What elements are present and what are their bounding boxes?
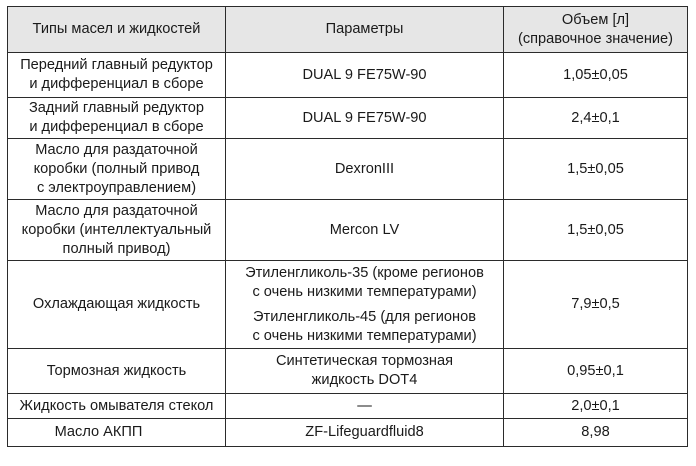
table-row — [8, 349, 688, 394]
parameter-line: DexronIII — [334, 160, 395, 177]
parameter-line: DUAL 9 FE75W-90 — [302, 109, 427, 126]
volume-cell: 1,5±0,05 — [504, 200, 688, 261]
volume-cell: 1,05±0,05 — [504, 53, 688, 98]
table-body — [8, 53, 688, 447]
parameter-line: с очень низкими температурами) — [252, 327, 477, 344]
fluid-type-line: с электроуправлением) — [36, 179, 197, 196]
header-parameters: Параметры — [226, 7, 504, 53]
table-row — [8, 261, 688, 349]
header-row — [8, 7, 688, 53]
parameter-line: жидкость DOT4 — [311, 372, 418, 388]
header-volume-unit: Объем [л] — [561, 11, 630, 28]
header-fluid-type: Типы масел и жидкостей — [8, 7, 226, 53]
parameter-cell — [226, 349, 504, 394]
fluid-type-line: Задний главный редуктор — [28, 100, 205, 116]
header-volume — [504, 7, 688, 53]
fluid-type-line: Масло АКПП — [54, 424, 143, 440]
parameter-cell — [226, 394, 504, 419]
fluid-type-line: Охлаждающая жидкость — [32, 296, 201, 312]
fluid-type-cell — [8, 349, 226, 394]
fluid-type-cell — [8, 419, 226, 447]
volume-cell: 8,98 — [504, 419, 688, 447]
fluid-type-line: коробки (полный привод — [33, 160, 200, 177]
fluid-type-cell — [8, 200, 226, 261]
fluid-type-line: Масло для раздаточной — [35, 202, 198, 219]
parameter-line: — — [357, 397, 372, 414]
fluid-type-cell — [8, 139, 226, 200]
fluid-type-line: коробки (интеллектуальный — [21, 221, 212, 238]
table-row — [8, 419, 688, 447]
parameter-line: ZF-Lifeguardfluid8 — [305, 424, 424, 440]
parameter-line: Этиленгликоль-45 (для регионов — [253, 308, 476, 325]
parameter-cell — [226, 98, 504, 139]
fluid-type-cell — [8, 53, 226, 98]
parameter-line: Mercon LV — [329, 221, 400, 238]
fluid-type-line: Масло для раздаточной — [35, 141, 198, 158]
volume-cell: 0,95±0,1 — [504, 349, 688, 394]
fluid-type-cell — [8, 261, 226, 349]
parameter-line: Синтетическая тормозная — [275, 353, 454, 369]
header-volume-note: (справочное значение) — [517, 30, 674, 47]
volume-cell: 1,5±0,05 — [504, 139, 688, 200]
fluids-table — [7, 6, 688, 447]
volume-cell: 7,9±0,5 — [504, 261, 688, 349]
parameter-cell — [226, 200, 504, 261]
volume-cell: 2,4±0,1 — [504, 98, 688, 139]
table-row — [8, 98, 688, 139]
table-row — [8, 394, 688, 419]
fluid-type-cell — [8, 394, 226, 419]
parameter-cell — [226, 261, 504, 349]
fluid-type-line: Жидкость омывателя стекол — [19, 397, 214, 414]
parameter-cell — [226, 139, 504, 200]
parameter-line: с очень низкими температурами) — [252, 283, 477, 300]
fluid-type-line: и дифференциал в сборе — [29, 76, 204, 92]
parameter-line: Этиленгликоль-35 (кроме регионов — [245, 264, 484, 281]
table-row — [8, 53, 688, 98]
fluid-type-line: Тормозная жидкость — [46, 362, 187, 379]
parameter-cell — [226, 419, 504, 447]
fluid-type-line: и дифференциал в сборе — [29, 119, 204, 135]
parameter-line: DUAL 9 FE75W-90 — [302, 66, 427, 83]
table-row — [8, 200, 688, 261]
parameter-cell — [226, 53, 504, 98]
fluid-type-line: Передний главный редуктор — [20, 57, 213, 73]
fluid-type-cell — [8, 98, 226, 139]
table-header — [8, 7, 688, 53]
fluid-type-line: полный привод) — [62, 240, 171, 257]
volume-cell: 2,0±0,1 — [504, 394, 688, 419]
table-row — [8, 139, 688, 200]
